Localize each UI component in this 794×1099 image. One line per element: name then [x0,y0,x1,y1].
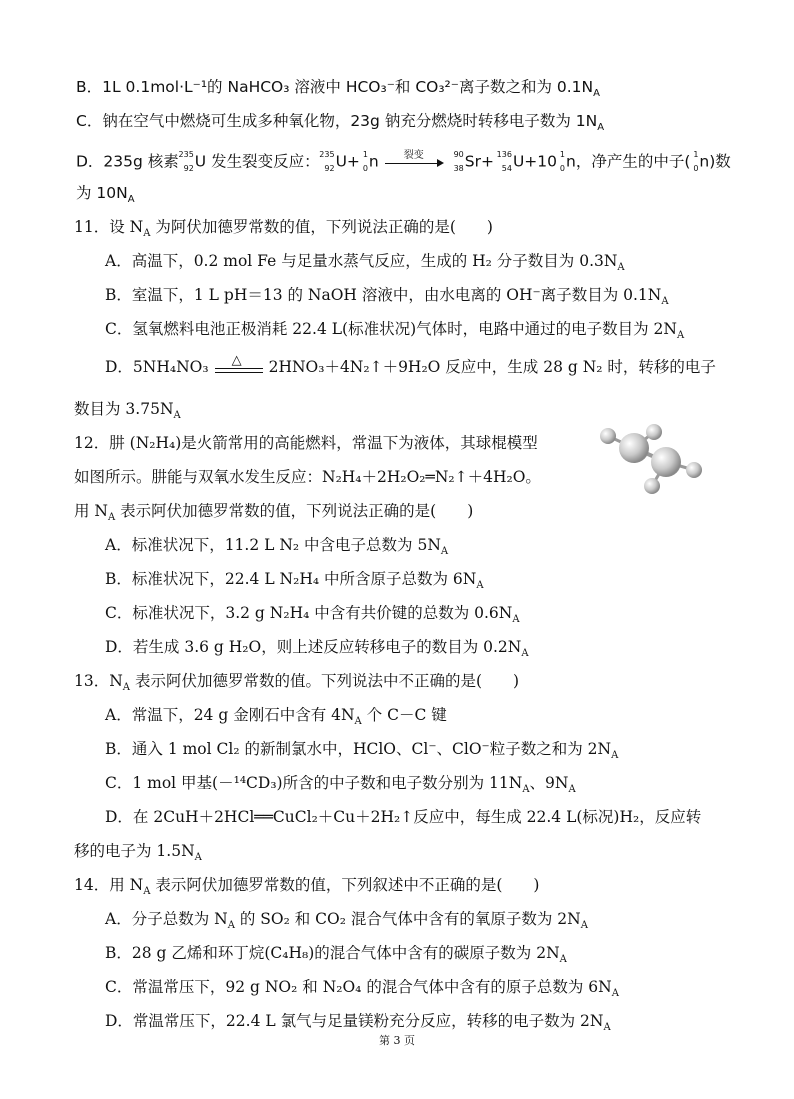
q11-option-a: A．高温下，0.2 mol Fe 与足量水蒸气反应，生成的 H₂ 分子数目为 $0.3N_A$ [105,252,625,274]
q14-stem: 14．用 $N_A$ 表示阿伏加德罗常数的值，下列叙述中不正确的是( ) [74,876,540,898]
q12-option-d: D．若生成 3.6 g H₂O，则上述反应转移电子的数目为 $0.2N_A$ [105,638,529,660]
prev-option-c: C．钠在空气中燃烧可生成多种氧化物，23g 钠充分燃烧时转移电子数为 $1N_A$ [76,112,605,134]
heat-equilibrium-sign: △ [213,356,265,380]
page-number: 第 3 页 [379,1034,415,1047]
q11-option-c: C．氢氧燃料电池正极消耗 22.4 L(标准状况)气体时，电路中通过的电子数目为 $2N_A$ [105,320,685,342]
q11-stem: 11．设 $N_A$ 为阿伏加德罗常数的值，下列说法正确的是( ) [74,218,493,240]
q12-stem-line1: 12．肼 (N₂H₄)是火箭常用的高能燃料，常温下为液体，其球棍模型 [74,434,538,452]
q14-option-a: A．分子总数为 $N_A$ 的 SO₂ 和 CO₂ 混合气体中含有的氧原子数为 $2N_A$ [105,910,588,932]
q13-stem: 13．$N_A$ 表示阿伏加德罗常数的值。下列说法中不正确的是( ) [74,672,520,694]
prev-option-d-cont: 为 $10N_A$ [76,184,135,206]
q12-option-a: A．标准状况下，11.2 L N₂ 中含电子总数为 $5N_A$ [105,536,449,558]
q14-option-c: C．常温常压下，92 g NO₂ 和 N₂O₄ 的混合气体中含有的原子总数为 $6N_A$ [105,978,619,1000]
hydrazine-ball-stick-model [594,420,714,500]
q13-option-b: B．通入 1 mol Cl₂ 的新制氯水中，HClO、Cl⁻、ClO⁻粒子数之和为 $2N_A$ [105,740,619,762]
q11-option-d-cont: 数目为 $3.75N_A$ [74,400,181,422]
q11-option-b: B．室温下，1 L pH＝13 的 NaOH 溶液中，由水电离的 OH⁻离子数目为 $0.1N_A$ [105,286,669,308]
q12-option-c: C．标准状况下，3.2 g N₂H₄ 中含有共价键的总数为 $0.6N_A$ [105,604,520,626]
q13-option-d: D．在 2CuH＋2HCl══CuCl₂＋Cu＋2H₂↑反应中，每生成 22.4 L(标况)H₂，反应转 [105,808,702,826]
q13-option-c: C．1 mol 甲基(－¹⁴CD₃)所含的中子数和电子数分别为 $11N_A$、$9N_A$ [105,774,576,796]
prev-option-d: D．235g 核素 235 92 U 发生裂变反应： 235 92 U+ 1 0 n 裂变 90 38 Sr+ 136 54 U+10 1 0 n，净产生的中子( 1 0 n)数 [76,150,731,173]
q13-option-a: A．常温下，24 g 金刚石中含有 $4N_A$ 个 C－C 键 [105,706,447,728]
q12-stem-line3: 用 $N_A$ 表示阿伏加德罗常数的值，下列说法正确的是( ) [74,502,474,524]
q12-stem-line2: 如图所示。肼能与双氧水发生反应：N₂H₄＋2H₂O₂═N₂↑＋4H₂O。 [74,468,541,486]
prev-option-b: B．1L 0.1mol·L⁻¹的 NaHCO₃ 溶液中 HCO₃⁻和 CO₃²⁻离子数之和为 $0.1N_A$ [76,78,600,100]
q13-option-d-cont: 移的电子为 $1.5N_A$ [74,842,202,864]
q14-option-b: B．28 g 乙烯和环丁烷(C₄H₈)的混合气体中含有的碳原子数为 $2N_A$ [105,944,567,966]
fission-arrow: 裂变 [383,151,445,173]
q12-option-b: B．标准状况下，22.4 L N₂H₄ 中所含原子总数为 $6N_A$ [105,570,484,592]
q11-option-d: D．5NH₄NO₃ △ 2HNO₃＋4N₂↑＋9H₂O 反应中，生成 28 g N₂ 时，转移的电子 [105,356,794,380]
q14-option-d: D．常温常压下，22.4 L 氯气与足量镁粉充分反应，转移的电子数为 $2N_A$ [105,1012,611,1034]
